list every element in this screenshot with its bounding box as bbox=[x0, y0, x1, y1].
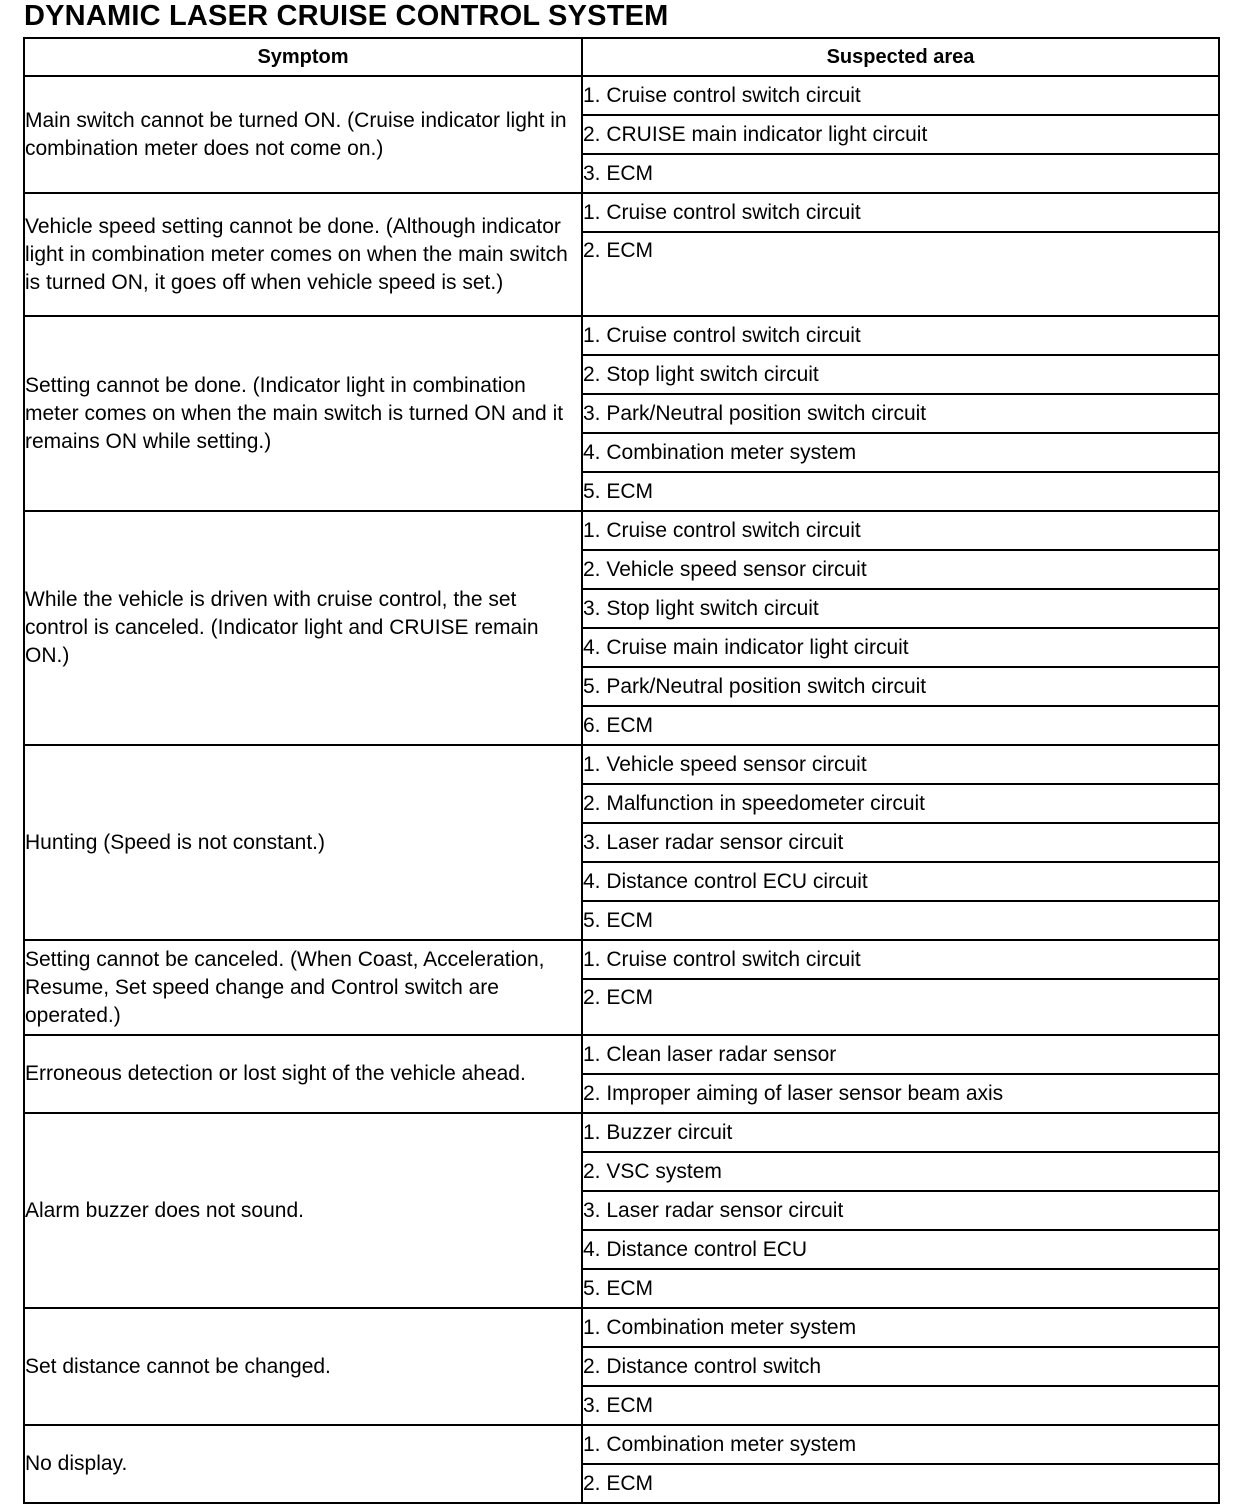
suspected-area-cell: 1. Vehicle speed sensor circuit bbox=[582, 745, 1219, 784]
suspected-area-cell: 3. ECM bbox=[582, 1386, 1219, 1425]
suspected-area-cell: 5. ECM bbox=[582, 901, 1219, 940]
symptom-cell: Erroneous detection or lost sight of the vehicle ahead. bbox=[24, 1035, 582, 1113]
suspected-area-cell: 2. Improper aiming of laser sensor beam axis bbox=[582, 1074, 1219, 1113]
suspected-area-cell: 1. Buzzer circuit bbox=[582, 1113, 1219, 1152]
suspected-area-cell: 1. Cruise control switch circuit bbox=[582, 76, 1219, 115]
symptom-cell: Setting cannot be canceled. (When Coast, Acceleration, Resume, Set speed change and Control switch are operated.) bbox=[24, 940, 582, 1035]
suspected-area-cell: 2. Distance control switch bbox=[582, 1347, 1219, 1386]
suspected-area-cell: 1. Cruise control switch circuit bbox=[582, 193, 1219, 232]
symptom-cell: Hunting (Speed is not constant.) bbox=[24, 745, 582, 940]
table-body bbox=[24, 76, 1219, 1503]
suspected-area-cell: 1. Cruise control switch circuit bbox=[582, 511, 1219, 550]
symptom-cell: While the vehicle is driven with cruise control, the set control is canceled. (Indicator light and CRUISE remain ON.) bbox=[24, 511, 582, 745]
suspected-area-cell: 2. ECM bbox=[582, 232, 1219, 316]
suspected-area-cell: 4. Distance control ECU circuit bbox=[582, 862, 1219, 901]
table-row bbox=[24, 1425, 1219, 1464]
suspected-area-cell: 5. ECM bbox=[582, 472, 1219, 511]
suspected-area-cell: 2. ECM bbox=[582, 979, 1219, 1035]
table-row bbox=[24, 1308, 1219, 1347]
suspected-area-cell: 2. Stop light switch circuit bbox=[582, 355, 1219, 394]
symptom-cell: Alarm buzzer does not sound. bbox=[24, 1113, 582, 1308]
suspected-area-cell: 4. Combination meter system bbox=[582, 433, 1219, 472]
suspected-area-cell: 3. Park/Neutral position switch circuit bbox=[582, 394, 1219, 433]
symptom-cell: Set distance cannot be changed. bbox=[24, 1308, 582, 1425]
suspected-area-cell: 1. Combination meter system bbox=[582, 1425, 1219, 1464]
suspected-area-cell: 1. Cruise control switch circuit bbox=[582, 316, 1219, 355]
table-row bbox=[24, 745, 1219, 784]
symptom-column-header: Symptom bbox=[24, 38, 582, 76]
table-row bbox=[24, 511, 1219, 550]
suspected-area-column-header: Suspected area bbox=[582, 38, 1219, 76]
table-row bbox=[24, 1035, 1219, 1074]
table-header-row bbox=[24, 38, 1219, 76]
suspected-area-cell: 3. Stop light switch circuit bbox=[582, 589, 1219, 628]
document-title: DYNAMIC LASER CRUISE CONTROL SYSTEM bbox=[24, 0, 669, 32]
table-row bbox=[24, 1113, 1219, 1152]
suspected-area-cell: 3. Laser radar sensor circuit bbox=[582, 1191, 1219, 1230]
table-row bbox=[24, 76, 1219, 115]
suspected-area-cell: 3. ECM bbox=[582, 154, 1219, 193]
suspected-area-cell: 2. ECM bbox=[582, 1464, 1219, 1503]
suspected-area-cell: 1. Cruise control switch circuit bbox=[582, 940, 1219, 979]
suspected-area-cell: 3. Laser radar sensor circuit bbox=[582, 823, 1219, 862]
suspected-area-cell: 2. CRUISE main indicator light circuit bbox=[582, 115, 1219, 154]
suspected-area-cell: 5. ECM bbox=[582, 1269, 1219, 1308]
symptom-cell: Setting cannot be done. (Indicator light in combination meter comes on when the main switch is turned ON and it remains ON while setting.) bbox=[24, 316, 582, 511]
suspected-area-cell: 4. Distance control ECU bbox=[582, 1230, 1219, 1269]
troubleshooting-table bbox=[23, 37, 1220, 1504]
suspected-area-cell: 2. Malfunction in speedometer circuit bbox=[582, 784, 1219, 823]
symptom-cell: Vehicle speed setting cannot be done. (Although indicator light in combination meter comes on when the main switch is turned ON, it goes off when vehicle speed is set.) bbox=[24, 193, 582, 316]
suspected-area-cell: 2. VSC system bbox=[582, 1152, 1219, 1191]
table-row bbox=[24, 940, 1219, 979]
table-row bbox=[24, 193, 1219, 232]
suspected-area-cell: 1. Combination meter system bbox=[582, 1308, 1219, 1347]
suspected-area-cell: 5. Park/Neutral position switch circuit bbox=[582, 667, 1219, 706]
symptom-cell: Main switch cannot be turned ON. (Cruise indicator light in combination meter does not come on.) bbox=[24, 76, 582, 193]
symptom-cell: No display. bbox=[24, 1425, 582, 1503]
suspected-area-cell: 2. Vehicle speed sensor circuit bbox=[582, 550, 1219, 589]
suspected-area-cell: 6. ECM bbox=[582, 706, 1219, 745]
suspected-area-cell: 4. Cruise main indicator light circuit bbox=[582, 628, 1219, 667]
suspected-area-cell: 1. Clean laser radar sensor bbox=[582, 1035, 1219, 1074]
table-row bbox=[24, 316, 1219, 355]
